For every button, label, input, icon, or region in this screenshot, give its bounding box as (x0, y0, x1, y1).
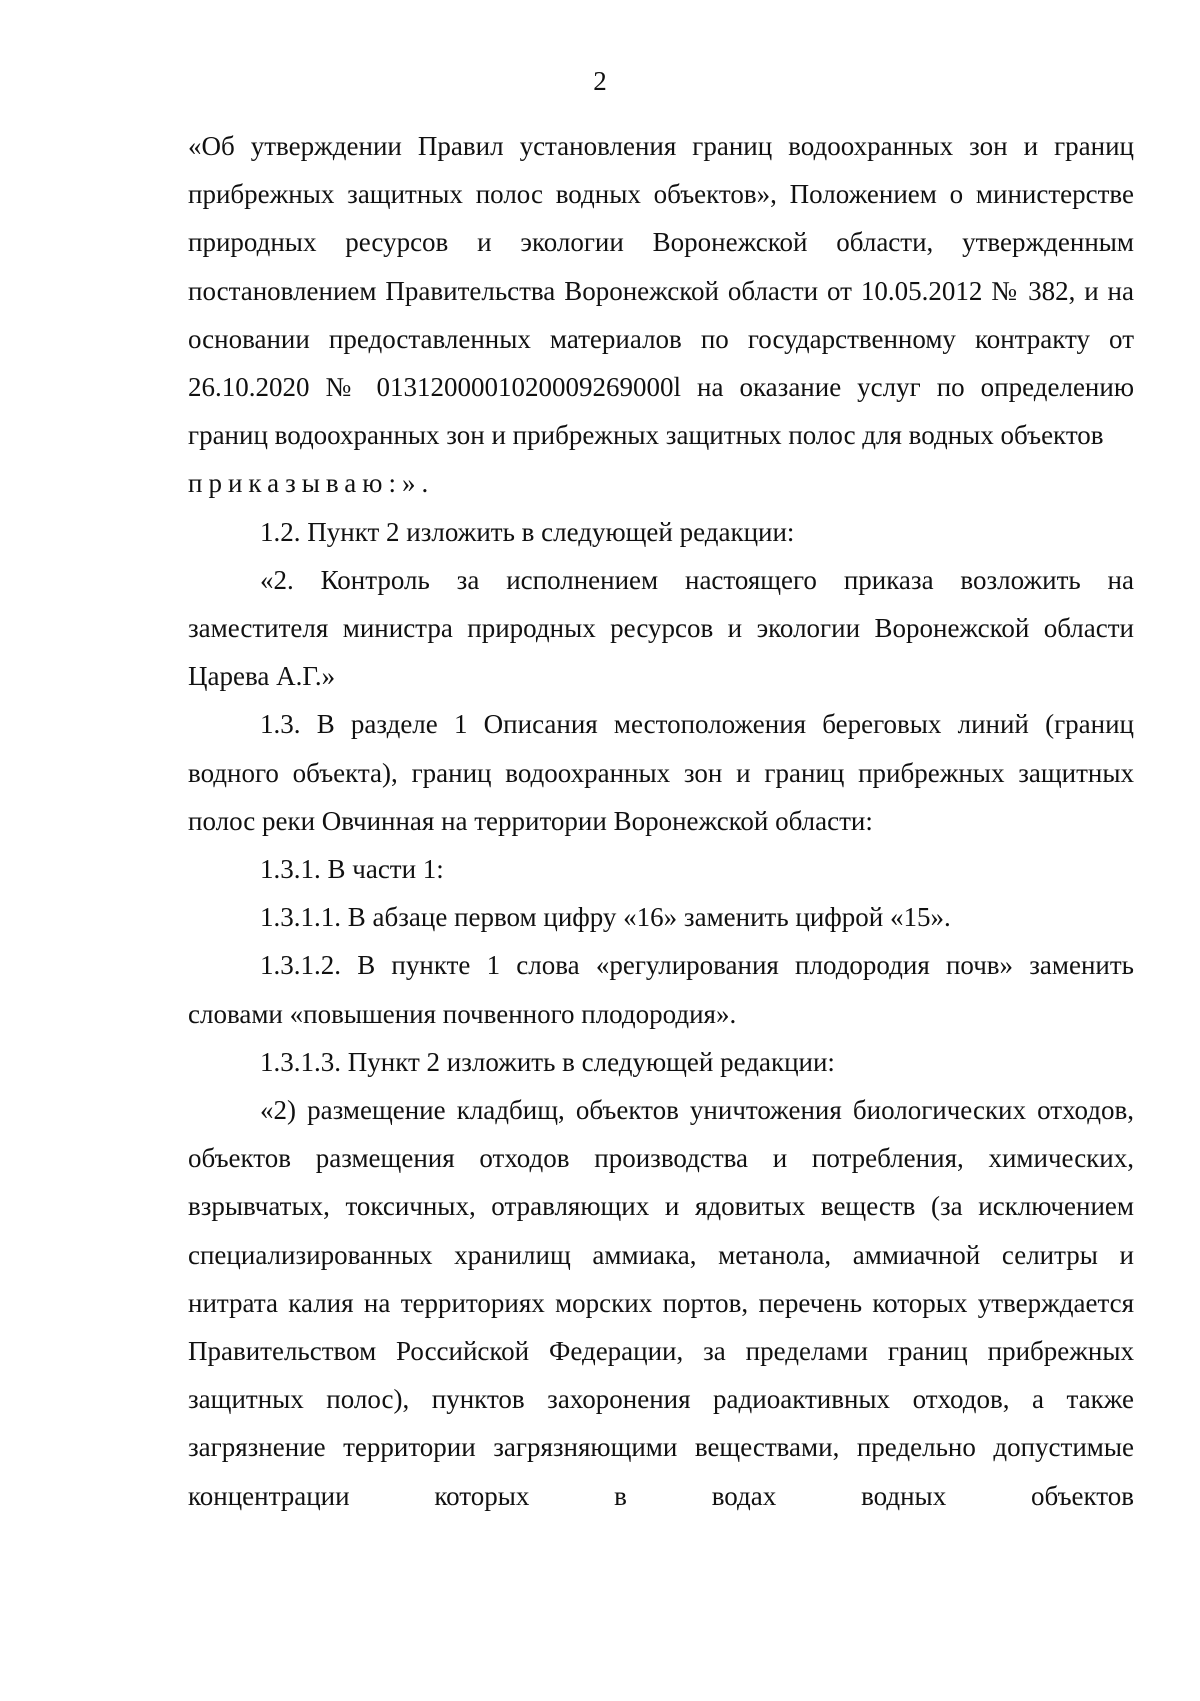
paragraph-control-clause: «2. Контроль за исполнением настоящего приказа возложить на заместителя министра природных ресурсов и экологии Воронежской области Царева А.Г.» (188, 564, 1134, 692)
paragraph-preamble: «Об утверждении Правил установления границ водоохранных зон и границ прибрежных защитных полос водных объектов», Положением о министерстве природных ресурсов и экологии Воронежской области, утвержденным постановлением Правительства Воронежской области от 10.05.2012 № 382, и на основании предоставленных материалов по государственному контракту от 26.10.2020 № 0131200001020009269000l на оказание услуг по определению границ водоохранных зон и прибрежных защитных полос для водных объектов (188, 131, 1134, 451)
paragraph-order-word: приказываю:». (188, 468, 435, 499)
document-body (188, 122, 1134, 1520)
paragraph-1-3-1-2: 1.3.1.2. В пункте 1 слова «регулирования плодородия почв» заменить словами «повышения почвенного плодородия». (188, 950, 1134, 1029)
paragraph-1-3: 1.3. В разделе 1 Описания местоположения береговых линий (границ водного объекта), границ водоохранных зон и границ прибрежных защитных полос реки Овчинная на территории Воронежской области: (188, 709, 1134, 836)
paragraph-1-3-1-3: 1.3.1.3. Пункт 2 изложить в следующей редакции: (260, 1046, 835, 1077)
paragraph-item-2: «2) размещение кладбищ, объектов уничтожения биологических отходов, объектов размещения отходов производства и потребления, химических, взрывчатых, токсичных, отравляющих и ядовитых веществ (за исключением специализированных хранилищ аммиака, метанола, аммиачной селитры и нитрата калия на территориях морских портов, перечень которых утверждается Правительством Российской Федерации, за пределами границ прибрежных защитных полос), пунктов захоронения радиоактивных отходов, а также загрязнение территории загрязняющими веществами, предельно допустимые концентрации которых в водах водных объектов (188, 1095, 1134, 1511)
page-number: 2 (593, 66, 607, 96)
paragraph-1-2: 1.2. Пункт 2 изложить в следующей редакции: (260, 516, 795, 547)
paragraph-1-3-1-1: 1.3.1.1. В абзаце первом цифру «16» заменить цифрой «15». (260, 902, 951, 933)
paragraph-1-3-1: 1.3.1. В части 1: (260, 854, 444, 885)
